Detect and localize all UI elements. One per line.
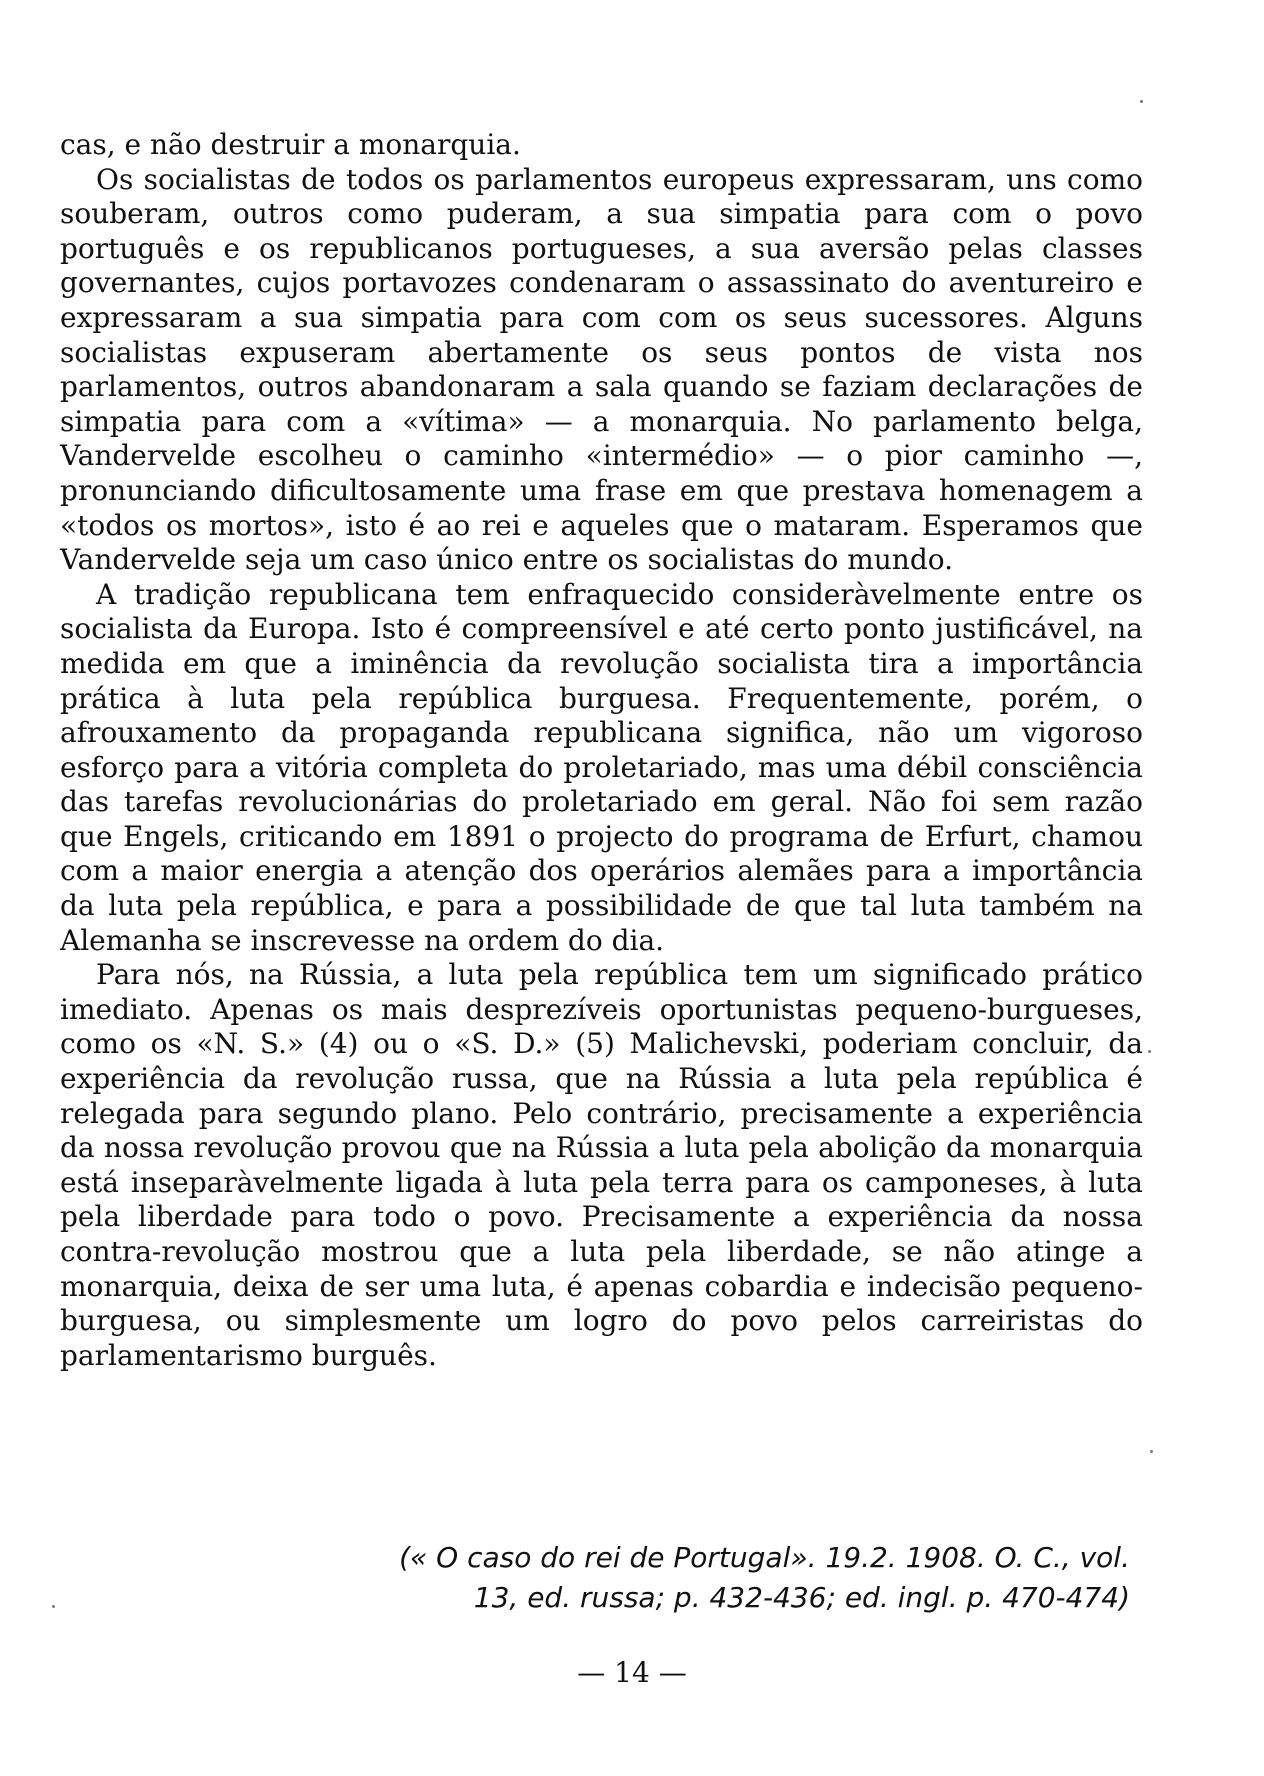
body-text — [60, 128, 1143, 1373]
paragraph-russia-republic: Para nós, na Rússia, a luta pela república tem um significado prático imediato. Apenas os mais desprezíveis oportunistas pequeno-burgueses, como os «N. S.» (4) ou o «S. D.» (5) Malichevski, poderiam concluir, da experiência da revolução russa, que na Rússia a luta pela república é relegada para segundo plano. Pelo contrário, precisamente a experiência da nossa revolução provou que na Rússia a luta pela abolição da monarquia está inseparàvelmente ligada à luta pela terra para os camponeses, à luta pela liberdade para todo o povo. Precisamente a experiência da nossa contra-revolução mostrou que a luta pela liberdade, se não atinge a monarquia, deixa de ser uma luta, é apenas cobardia e indecisão pequeno-burguesa, ou simplesmente um logro do povo pelos carreiristas do parlamentarismo burguês. — [60, 958, 1143, 1372]
scan-speck — [1148, 1050, 1151, 1053]
paragraph-republican-tradition: A tradição republicana tem enfraquecido consideràvelmente entre os socialista da Europa. Isto é compreensível e até certo ponto justificável, na medida em que a iminência da revolução socialista tira a importância prática à luta pela república burguesa. Frequentemente, porém, o afrouxamento da propaganda republicana significa, não um vigoroso esforço para a vitória completa do proletariado, mas uma débil consciência das tarefas revolucionárias do proletariado em geral. Não foi sem razão que Engels, criticando em 1891 o projecto do programa de Erfurt, chamou com a maior energia a atenção dos operários alemães para a importância da luta pela república, e para a possibilidade de que tal luta também na Alemanha se inscrevesse na ordem do dia. — [60, 577, 1143, 957]
paragraph-socialists-parliaments: Os socialistas de todos os parlamentos europeus expressaram, uns como souberam, outros como puderam, a sua simpatia para com o povo português e os republicanos portugueses, a sua aversão pelas classes governantes, cujos portavozes condenaram o assassinato do aventureiro e expressaram a sua simpatia para com com os seus sucessores. Alguns socialistas expuseram abertamente os seus pontos de vista nos parlamentos, outros abandonaram a sala quando se faziam declarações de simpatia para com a «vítima» — a monarquia. No parlamento belga, Vandervelde escolheu o caminho «intermédio» — o pior caminho —, pronunciando dificultosamente uma frase em que prestava homenagem a «todos os mortos», isto é ao rei e aqueles que o mataram. Esperamos que Vandervelde seja um caso único entre os socialistas do mundo. — [60, 162, 1143, 577]
scan-speck — [52, 1605, 55, 1608]
scan-speck — [1150, 1450, 1153, 1453]
source-citation — [140, 1538, 1130, 1618]
page-number: — 14 — — [577, 1656, 687, 1689]
citation-line-2: 13, ed. russa; p. 432-436; ed. ingl. p. 470-474) — [473, 1581, 1130, 1614]
citation-line-1: (« O caso do rei de Portugal». 19.2. 1908. O. C., vol. — [399, 1541, 1130, 1574]
scan-speck — [1140, 100, 1143, 103]
paragraph-continuation: cas, e não destruir a monarquia. — [60, 128, 521, 161]
